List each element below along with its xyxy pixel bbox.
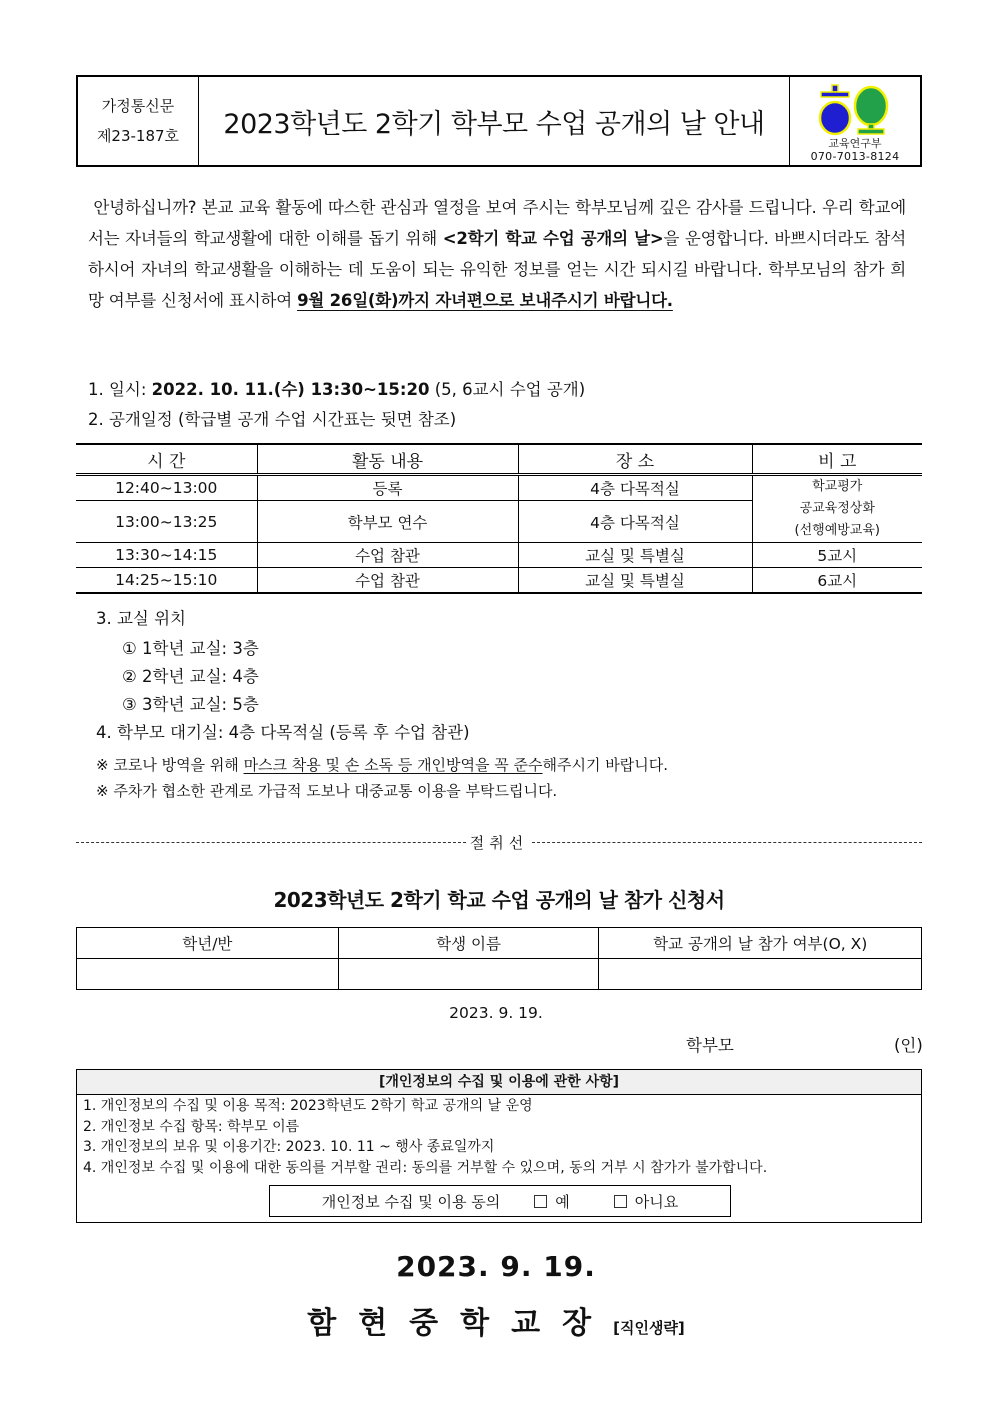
school-logo-icon (815, 84, 895, 136)
schedule-header-row (76, 444, 922, 475)
deadline-text: 9월 26일(화)까지 자녀편으로 보내주시기 바랍니다. (297, 291, 673, 310)
form-date: 2023. 9. 19. (449, 1004, 543, 1022)
application-header-row (77, 928, 922, 959)
privacy-item: 4. 개인정보 수집 및 이용에 대한 동의를 거부할 권리: 동의를 거부할 수 있으며, 동의 거부 시 참가가 불가합니다. (83, 1159, 768, 1176)
note1-suffix: 해주시기 바랍니다. (542, 756, 668, 774)
privacy-item: 3. 개인정보의 보유 및 이용기간: 2023. 10. 11 ~ 행사 종료일까지 (83, 1139, 495, 1155)
col-header-place: 장 소 (518, 444, 752, 475)
cell-time: 12:40~13:00 (76, 475, 257, 501)
privacy-title: [개인정보의 수집 및 이용에 관한 사항] (77, 1070, 921, 1095)
col-header-note: 비 고 (752, 444, 922, 475)
col-header-student-name: 학생 이름 (338, 928, 599, 959)
dept-info (789, 77, 920, 165)
consent-box (269, 1185, 731, 1217)
intro-text-2: 을 운영합니다. 바쁘시더라도 참석하시어 자녀의 학교생활을 이해하는 데 도움이 되는 유익한 정보를 얻는 시간 되시길 바랍니다. 학부모님의 참가 희망 여부를 신청서에 표시하여 (88, 229, 906, 310)
checkbox-yes[interactable] (534, 1195, 547, 1208)
note-covid (96, 752, 668, 778)
parent-label: 학부모 (686, 1036, 734, 1055)
doc-number: 제23-187호 (96, 127, 180, 145)
cut-line-label: 절취선 (469, 834, 529, 852)
cell-place: 교실 및 특별실 (518, 568, 752, 594)
cell-place: 4층 다목적실 (518, 501, 752, 543)
attendance-field[interactable] (599, 959, 922, 990)
checkbox-no[interactable] (614, 1195, 627, 1208)
room-item: ① 1학년 교실: 3층 (122, 639, 259, 658)
dept-phone: 070-7013-8124 (810, 150, 900, 163)
cell-note: 5교시 (752, 543, 922, 568)
cell-time: 13:00~13:25 (76, 501, 257, 543)
student-name-field[interactable] (338, 959, 599, 990)
schedule-table (76, 443, 922, 594)
col-header-activity: 활동 내용 (257, 444, 518, 475)
col-header-grade-class: 학년/반 (77, 928, 339, 959)
col-header-attendance: 학교 공개의 날 참가 여부(O, X) (599, 928, 922, 959)
privacy-box (76, 1069, 922, 1223)
consent-no-label: 아니요 (634, 1192, 679, 1211)
consent-yes-option[interactable] (534, 1191, 570, 1212)
dash-line (532, 842, 922, 843)
consent-label: 개인정보 수집 및 이용 동의 (321, 1192, 501, 1211)
cell-note: 6교시 (752, 568, 922, 594)
note-line: 공교육정상화 (799, 501, 875, 516)
header-box (76, 75, 922, 167)
note-line: (선행예방교육) (794, 523, 880, 538)
form-title: 2023학년도 2학기 학교 수업 공개의 날 참가 신청서 (273, 888, 725, 912)
dept-name: 교육연구부 (828, 137, 882, 150)
grade-class-field[interactable] (77, 959, 339, 990)
privacy-items (77, 1095, 921, 1179)
note-line: 학교평가 (812, 479, 863, 494)
item1-label: 1. 일시: (88, 380, 152, 399)
seal-label: (인) (894, 1036, 923, 1055)
privacy-item: 2. 개인정보 수집 항목: 학부모 이름 (83, 1118, 300, 1135)
privacy-item: 1. 개인정보의 수집 및 이용 목적: 2023학년도 2학기 학교 공개의 날 운영 (83, 1098, 533, 1114)
seal-omitted-note: [직인생략] (613, 1319, 685, 1337)
doc-type: 가정통신문 (101, 97, 175, 115)
note-parking: ※ 주차가 협소한 관계로 가급적 도보나 대중교통 이용을 부탁드립니다. (96, 782, 558, 800)
cell-activity: 학부모 연수 (257, 501, 518, 543)
item1-suffix: (5, 6교시 수업 공개) (429, 380, 586, 399)
table-row (76, 543, 922, 568)
item-datetime (88, 375, 585, 405)
cell-merged-note (752, 475, 922, 543)
note1-prefix: ※ 코로나 방역을 위해 (96, 756, 244, 774)
cell-place: 교실 및 특별실 (518, 543, 752, 568)
application-input-row (77, 959, 922, 990)
table-row (76, 475, 922, 501)
page-title: 2023학년도 2학기 학부모 수업 공개의 날 안내 (223, 108, 765, 140)
room-item: ③ 3학년 교실: 5층 (122, 695, 259, 714)
item-waiting-room: 4. 학부모 대기실: 4층 다목적실 (등록 후 수업 참관) (96, 723, 470, 742)
cell-time: 13:30~14:15 (76, 543, 257, 568)
consent-yes-label: 예 (555, 1192, 570, 1211)
principal-signature (0, 1298, 992, 1342)
application-table (76, 927, 922, 990)
item-schedule-label: 2. 공개일정 (학급별 공개 수업 시간표는 뒷면 참조) (88, 410, 457, 429)
event-name: <2학기 학교 수업 공개의 날> (442, 229, 664, 248)
col-header-time: 시 간 (76, 444, 257, 475)
cell-activity: 수업 참관 (257, 543, 518, 568)
cell-time: 14:25~15:10 (76, 568, 257, 594)
principal-name: 함현중학교장 (307, 1306, 614, 1341)
final-date: 2023. 9. 19. (396, 1250, 596, 1283)
item1-datetime: 2022. 10. 11.(수) 13:30~15:20 (151, 380, 430, 399)
room-item: ② 2학년 교실: 4층 (122, 667, 259, 686)
intro-text-1: 안녕하십니까? 본교 교육 활동에 따스한 관심과 열정을 보여 주시는 학부모님께 깊은 감사를 드립니다. 우리 학교에서는 자녀들의 학교생활에 대한 이해를 돕기 위해 (88, 198, 907, 248)
cell-activity: 등록 (257, 475, 518, 501)
cell-activity: 수업 참관 (257, 568, 518, 594)
dash-line (76, 842, 466, 843)
note1-underlined: 마스크 착용 및 손 소독 등 개인방역을 꼭 준수 (243, 756, 543, 774)
cell-place: 4층 다목적실 (518, 475, 752, 501)
cut-line (76, 832, 922, 853)
table-row (76, 568, 922, 594)
intro-paragraph (88, 192, 906, 316)
item-classroom-label: 3. 교실 위치 (96, 609, 186, 628)
consent-no-option[interactable] (614, 1191, 678, 1212)
doc-info (78, 77, 199, 165)
